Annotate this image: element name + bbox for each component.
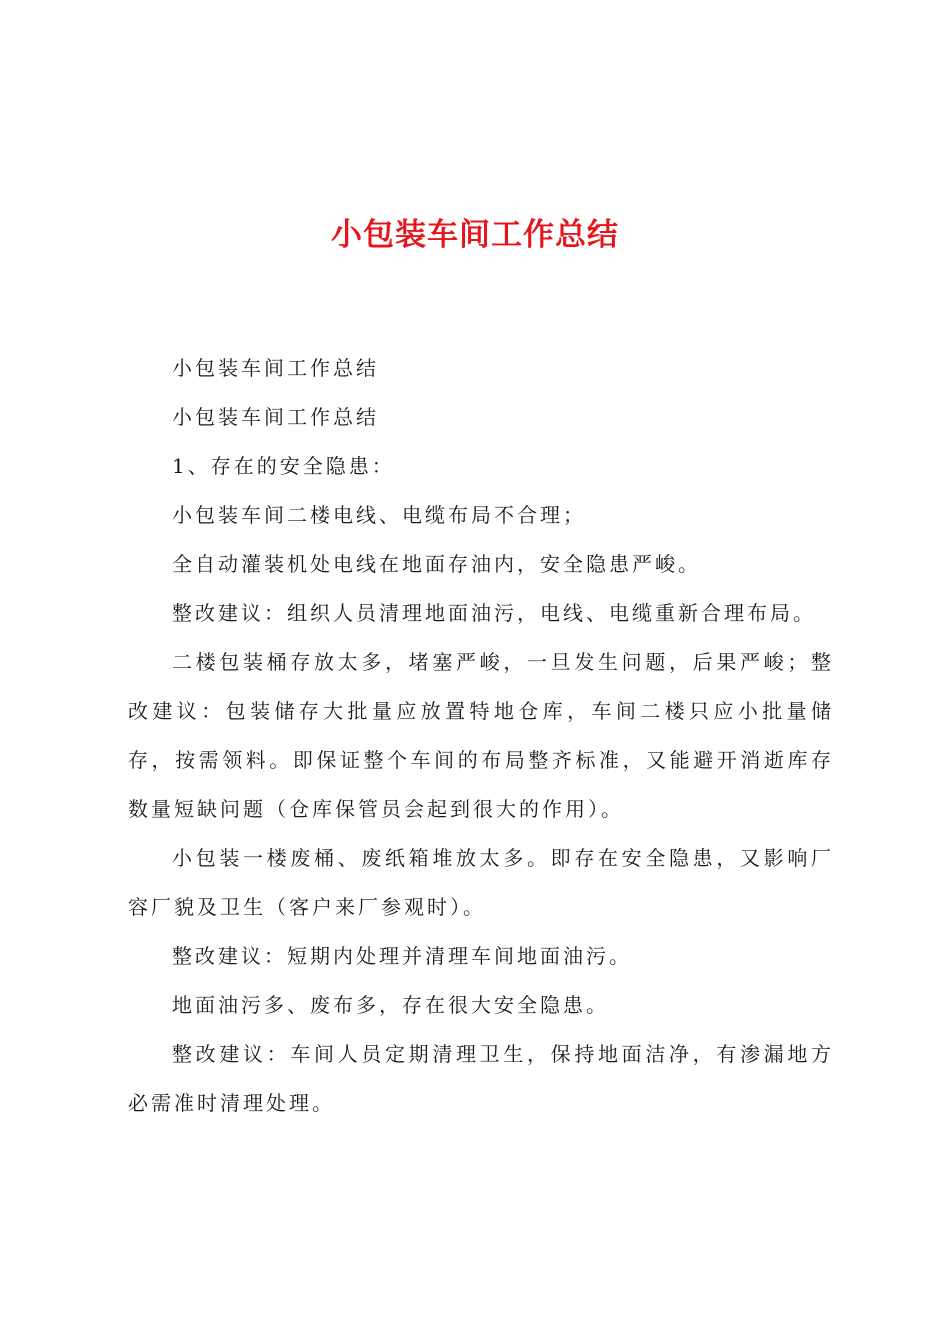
paragraph: 小包装车间二楼电线、电缆布局不合理； (172, 503, 586, 527)
paragraph: 小包装一楼废桶、废纸箱堆放太多。即存在安全隐患，又影响厂容厂貌及卫生（客户来厂参观时）。 (128, 846, 834, 919)
paragraph: 二楼包装桶存放太多，堵塞严峻，一旦发生问题，后果严峻；整改建议：包装储存大批量应放置特地仓库，车间二楼只应小批量储存，按需领料。即保证整个车间的布局整齐标准，又能避开消逝库存数量短缺问题（仓库保管员会起到很大的作用）。 (128, 650, 834, 821)
document-title: 小包装车间工作总结 (331, 217, 619, 253)
paragraph: 整改建议：短期内处理并清理车间地面油污。 (172, 944, 632, 968)
paragraph: 小包装车间工作总结 (172, 356, 379, 380)
paragraph: 整改建议：车间人员定期清理卫生，保持地面洁净，有渗漏地方必需准时清理处理。 (128, 1042, 834, 1115)
document-body (128, 344, 834, 1128)
paragraph: 全自动灌装机处电线在地面存油内，安全隐患严峻。 (172, 552, 701, 576)
paragraph: 地面油污多、废布多，存在很大安全隐患。 (172, 993, 609, 1017)
paragraph: 1、存在的安全隐患： (172, 454, 395, 478)
paragraph: 整改建议：组织人员清理地面油污，电线、电缆重新合理布局。 (172, 601, 816, 625)
paragraph: 小包装车间工作总结 (172, 405, 379, 429)
